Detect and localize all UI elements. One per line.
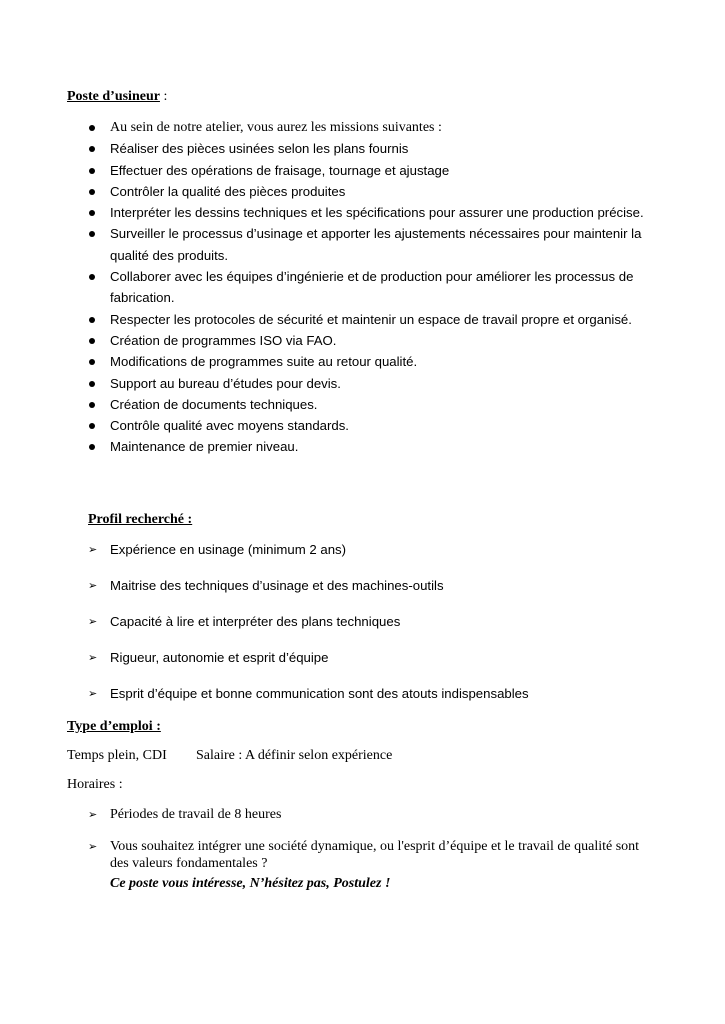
list-item: Modifications de programmes suite au retour qualité.	[88, 351, 678, 372]
poste-heading	[67, 89, 167, 105]
list-item: Création de programmes ISO via FAO.	[88, 330, 678, 351]
cta-text: Ce poste vous intéresse, N’hésitez pas, Postulez !	[110, 876, 391, 891]
arrow-bullet-icon: ➢	[88, 687, 98, 700]
horaires-list	[88, 806, 648, 872]
list-item: Collaborer avec les équipes d’ingénierie et de production pour améliorer les processus de fabrication.	[88, 266, 678, 309]
list-item: ➢ Maitrise des techniques d’usinage et des machines-outils	[88, 578, 444, 593]
arrow-bullet-icon: ➢	[88, 579, 98, 592]
emploi-heading	[67, 719, 161, 735]
list-item: Support au bureau d’études pour devis.	[88, 373, 678, 394]
missions-list	[88, 117, 678, 458]
arrow-bullet-icon: ➢	[88, 840, 98, 853]
list-item: Surveiller le processus d’usinage et apporter les ajustements nécessaires pour maintenir la qualité des produits.	[88, 223, 678, 266]
list-item: ➢ Rigueur, autonomie et esprit d’équipe	[88, 650, 329, 665]
list-item: ➢ Périodes de travail de 8 heures	[88, 807, 282, 822]
poste-title: Poste d’usineur	[67, 89, 160, 104]
list-item: Respecter les protocoles de sécurité et maintenir un espace de travail propre et organisé.	[88, 309, 678, 330]
list-item: ➢ Vous souhaitez intégrer une société dynamique, ou l'esprit d’équipe et le travail de qualité sont des valeurs fondamentales ?	[88, 839, 640, 871]
profil-heading	[88, 512, 192, 528]
emploi-title: Type d’emploi :	[67, 719, 161, 734]
arrow-bullet-icon: ➢	[88, 808, 98, 821]
list-item: Effectuer des opérations de fraisage, tournage et ajustage	[88, 160, 678, 181]
list-item: ➢ Capacité à lire et interpréter des plans techniques	[88, 614, 401, 629]
list-item: Interpréter les dessins techniques et les spécifications pour assurer une production précise.	[88, 202, 678, 223]
list-item: Maintenance de premier niveau.	[88, 436, 678, 457]
list-item: ➢ Expérience en usinage (minimum 2 ans)	[88, 542, 347, 557]
profil-title: Profil recherché :	[88, 512, 193, 527]
list-item: Au sein de notre atelier, vous aurez les missions suivantes :	[88, 117, 678, 138]
arrow-bullet-icon: ➢	[88, 543, 98, 556]
arrow-bullet-icon: ➢	[88, 615, 98, 628]
salaire-text: Salaire : A définir selon expérience	[196, 748, 393, 763]
list-item: Contrôle qualité avec moyens standards.	[88, 415, 678, 436]
contrat-text: Temps plein, CDI	[67, 748, 167, 763]
list-item: Création de documents techniques.	[88, 394, 678, 415]
horaires-label: Horaires :	[67, 777, 123, 792]
profil-list	[88, 541, 688, 703]
poste-title-suffix: :	[159, 89, 168, 104]
list-item: Réaliser des pièces usinées selon les plans fournis	[88, 138, 678, 159]
arrow-bullet-icon: ➢	[88, 651, 98, 664]
list-item: Contrôler la qualité des pièces produites	[88, 181, 678, 202]
list-item: ➢ Esprit d’équipe et bonne communication sont des atouts indispensables	[88, 686, 529, 701]
